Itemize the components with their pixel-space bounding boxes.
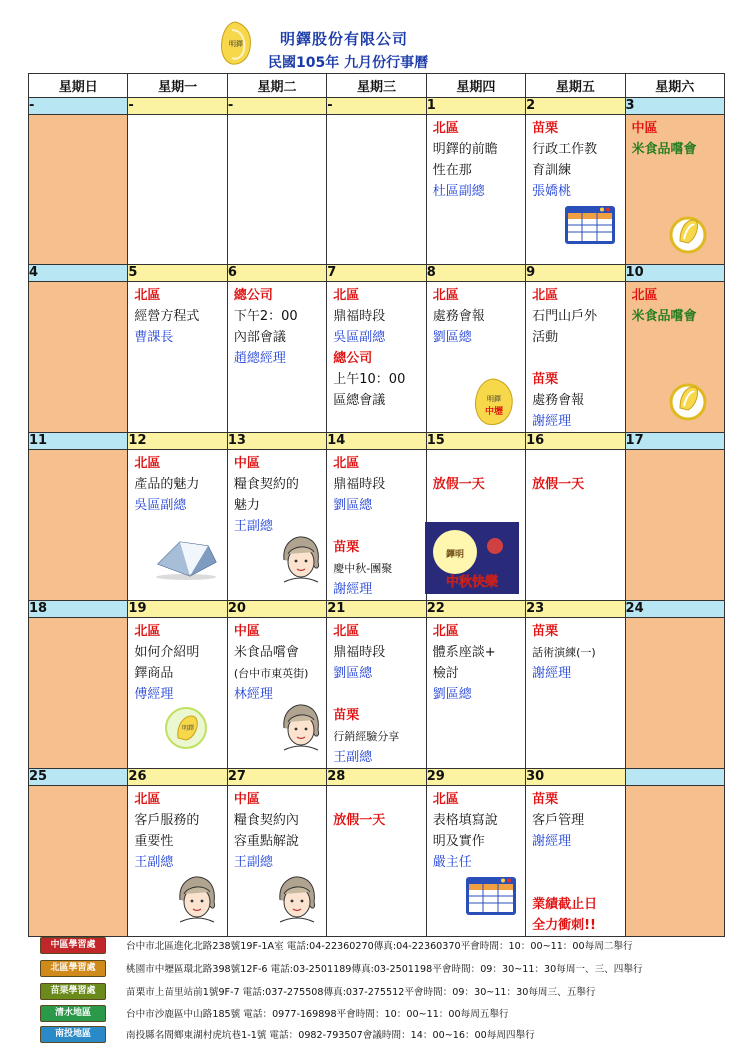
event-line: 北區 [432,624,459,639]
day-cell[interactable] [327,282,426,433]
day-events [228,786,326,873]
mid-autumn-banner [425,522,519,601]
svg-text:明鐸: 明鐸 [229,40,243,48]
day-cell[interactable] [128,450,227,601]
day-events [128,282,226,348]
event-line: 魅力 [233,498,260,513]
day-cell[interactable] [227,282,326,433]
date-number: 4 [29,265,128,282]
day-events [526,282,624,432]
event-line [532,348,624,369]
event-line: 北區 [432,288,459,303]
weekday-6: 星期六 [625,74,724,98]
event-line: 北區 [333,288,360,303]
day-events [526,115,624,202]
date-number: 13 [227,433,326,450]
date-number: 30 [526,769,625,786]
event-line: 鼎福時段 [333,645,386,660]
event-row [29,618,725,769]
event-row [29,115,725,265]
event-line: 謝經理 [532,666,572,681]
event-line: (台中市東英街) [233,667,309,680]
day-events [29,450,127,453]
svg-text:鐸明: 鐸明 [445,550,464,560]
event-line: 內部會議 [233,330,286,345]
event-line: 慶中秋-團聚 [333,562,393,575]
event-line: 鼎福時段 [333,309,386,324]
day-events [128,450,226,516]
day-cell[interactable] [327,786,426,937]
date-number-row [29,769,725,786]
event-line: 鼎福時段 [333,477,386,492]
date-number: 14 [327,433,426,450]
day-events [427,618,525,705]
event-line: 北區 [134,792,161,807]
date-number: 12 [128,433,227,450]
day-events [228,618,326,705]
date-number: 23 [526,601,625,618]
day-events [427,282,525,417]
day-cell[interactable] [526,282,625,433]
date-number: - [327,98,426,115]
event-line: 中區 [233,456,260,471]
day-cell[interactable] [29,786,128,937]
event-line [532,852,624,873]
date-number: 22 [426,601,525,618]
diamond-icon [150,536,220,587]
event-line: 北區 [333,456,360,471]
day-events [228,282,326,369]
event-line: 活動 [532,330,559,345]
event-line: 劉區總 [432,687,472,702]
event-line: 北區 [631,288,658,303]
event-line: 全力衝刺!! [532,918,596,933]
day-cell[interactable] [327,618,426,769]
event-line: 劉區總 [333,498,373,513]
event-line: 北區 [134,456,161,471]
event-line: 放假一天 [532,477,585,492]
day-cell[interactable] [29,282,128,433]
weekday-4: 星期四 [426,74,525,98]
event-line: 謝經理 [333,582,373,597]
date-number: 10 [625,265,724,282]
day-events [327,282,425,411]
day-events [327,115,425,118]
event-line: 容重點解說 [233,834,299,849]
day-events [427,450,525,590]
event-row [29,282,725,433]
day-events [626,618,724,621]
day-cell[interactable] [426,786,525,937]
company-logo-icon [218,20,254,66]
event-line: 嚴主任 [432,855,472,870]
event-line: 苗栗 [333,708,360,723]
date-number: 7 [327,265,426,282]
date-number: 9 [526,265,625,282]
office-badge: 苗栗學習處 [40,983,106,1000]
date-number: 26 [128,769,227,786]
event-line: 劉區總 [432,330,472,345]
zhongli-logo-icon [471,376,517,435]
day-cell[interactable] [327,450,426,601]
event-line: 中區 [631,121,658,136]
event-line: 吳區副總 [134,498,187,513]
event-line: 檢討 [432,666,459,681]
day-events [29,282,127,285]
date-number: 1 [426,98,525,115]
day-cell[interactable] [526,618,625,769]
svg-text:明鐸: 明鐸 [486,395,501,403]
event-line [532,873,624,894]
day-cell[interactable] [625,115,724,265]
office-badge: 南投地區 [40,1026,106,1043]
day-cell[interactable] [625,786,724,937]
day-cell[interactable] [526,786,625,937]
day-cell[interactable] [128,282,227,433]
event-line: 表格填寫說 [432,813,498,828]
manager-portrait-icon [278,534,324,593]
office-badge: 清水地區 [40,1005,106,1022]
event-line: 林經理 [233,687,273,702]
event-line: 區總會議 [333,393,386,408]
event-line: 趙總經理 [233,351,286,366]
event-line: 杜區副總 [432,184,485,199]
event-line: 苗栗 [532,121,559,136]
day-cell[interactable] [526,450,625,601]
day-cell[interactable] [426,115,525,265]
event-line: 王副總 [333,750,373,765]
svg-text:中壢: 中壢 [484,407,503,417]
date-number: - [128,98,227,115]
event-line: 糧食契約的 [233,477,299,492]
event-line: 苗栗 [532,792,559,807]
day-cell[interactable] [526,115,625,265]
date-number: 27 [227,769,326,786]
day-cell[interactable] [29,115,128,265]
event-line: 明及實作 [432,834,485,849]
event-line: 傅經理 [134,687,174,702]
footer-office-row [40,981,740,1001]
weekday-0: 星期日 [29,74,128,98]
office-contact-text: 桃園市中壢區環北路398號12F-6 電話:03-2501189傳真:03-2501198平會時間：09：30~11：30每周一、三、四舉行 [126,964,643,975]
day-events [526,786,624,936]
day-cell[interactable] [128,786,227,937]
event-line: 苗栗 [532,372,559,387]
spreadsheet-icon [564,205,616,252]
calendar-subtitle: 民國105年 九月份行事曆 [268,55,429,71]
event-line: 北區 [432,121,459,136]
event-line: 話術演練(一) [532,646,596,659]
office-badge: 北區學習處 [40,960,106,977]
event-line: 上午10：00 [333,372,406,387]
event-line: 王副總 [233,855,273,870]
day-cell[interactable] [29,450,128,601]
date-number: 20 [227,601,326,618]
weekday-header-row [29,74,725,98]
date-number: - [29,98,128,115]
event-line: 總公司 [333,351,373,366]
event-line: 重要性 [134,834,174,849]
event-line: 處務會報 [432,309,485,324]
event-line: 育訓練 [532,163,572,178]
date-number: 2 [526,98,625,115]
day-cell[interactable] [625,618,724,769]
day-events [526,450,624,495]
date-number-row [29,433,725,450]
event-line: 王副總 [134,855,174,870]
event-line: 劉區總 [333,666,373,681]
date-number-row [29,601,725,618]
date-number: 19 [128,601,227,618]
event-line: 北區 [134,288,161,303]
date-number: 25 [29,769,128,786]
day-events [427,115,525,202]
footer-office-row [40,1024,740,1044]
manager-portrait-icon [174,874,220,933]
event-line: 曹課長 [134,330,174,345]
calendar-table [28,73,725,937]
date-number: 17 [625,433,724,450]
day-events [128,115,226,118]
event-line: 經營方程式 [134,309,200,324]
date-number: 15 [426,433,525,450]
day-events [626,786,724,789]
event-line: 放假一天 [333,813,386,828]
day-events [327,786,425,831]
day-cell[interactable] [426,450,525,601]
day-events [128,786,226,873]
day-cell[interactable] [426,618,525,769]
footer-office-row [40,935,740,955]
footer-office-row [40,1003,740,1023]
event-line: 行政工作教 [532,142,598,157]
weekday-1: 星期一 [128,74,227,98]
rice-grain-icon [666,211,710,262]
event-line: 謝經理 [532,414,572,429]
event-line: 總公司 [233,288,273,303]
date-number [625,769,724,786]
event-line: 糧食契約內 [233,813,299,828]
day-cell[interactable] [128,115,227,265]
day-cell[interactable] [227,115,326,265]
company-logo-icon [164,706,208,757]
svg-text:明鐸: 明鐸 [182,725,195,732]
date-number: 24 [625,601,724,618]
event-line: 苗栗 [532,624,559,639]
event-line: 北區 [333,624,360,639]
day-events [128,618,226,732]
event-line [333,789,425,810]
event-line: 中區 [233,792,260,807]
svg-text:中秋快樂: 中秋快樂 [445,575,498,590]
weekday-5: 星期五 [526,74,625,98]
event-line: 米食品嚐會 [631,142,697,157]
date-number-row [29,265,725,282]
day-events [228,450,326,537]
day-events [626,115,724,160]
date-number: 11 [29,433,128,450]
office-contact-text: 台中市北區進化北路238號19F-1A室 電話:04-22360270傳真:04-22360370平會時間：10：00~11：00每周二舉行 [126,941,633,952]
event-line: 石門山戶外 [532,309,598,324]
date-number-row [29,98,725,115]
weekday-2: 星期二 [227,74,326,98]
date-number: - [227,98,326,115]
day-cell[interactable] [327,115,426,265]
event-line: 苗栗 [333,540,360,555]
event-line: 王副總 [233,519,273,534]
day-events [29,115,127,118]
event-line: 鐸商品 [134,666,174,681]
header [0,0,750,72]
manager-portrait-icon [278,702,324,761]
weekday-3: 星期三 [327,74,426,98]
event-line: 謝經理 [532,834,572,849]
day-events [626,450,724,453]
day-events [427,786,525,873]
office-contact-text: 南投縣名間鄉東湖村虎坑巷1-1號 電話：0982-793507會議時間：14：00~16：00每周四舉行 [126,1030,535,1041]
date-number: 29 [426,769,525,786]
date-number: 18 [29,601,128,618]
day-cell[interactable] [227,618,326,769]
day-cell[interactable] [625,282,724,433]
manager-portrait-icon [274,874,320,933]
day-cell[interactable] [426,282,525,433]
event-line: 米食品嚐會 [233,645,299,660]
event-line: 處務會報 [532,393,585,408]
spreadsheet-icon [465,876,517,923]
rice-grain-icon [666,378,710,429]
date-number: 3 [625,98,724,115]
event-line: 客戶管理 [532,813,585,828]
event-line: 吳區副總 [333,330,386,345]
event-line: 行銷經驗分享 [333,730,400,743]
event-line: 中區 [233,624,260,639]
event-line: 體系座談+ [432,645,496,660]
day-events [526,618,624,684]
footer-office-row [40,958,740,978]
event-line: 北區 [532,288,559,303]
date-number: 28 [327,769,426,786]
company-name: 明鐸股份有限公司 [280,30,409,48]
day-events [29,786,127,789]
day-events [626,282,724,327]
event-line [333,684,425,705]
day-cell[interactable] [227,786,326,937]
event-line: 米食品嚐會 [631,309,697,324]
date-number: 5 [128,265,227,282]
event-line: 客戶服務的 [134,813,200,828]
event-line: 北區 [134,624,161,639]
event-line: 性在那 [432,163,472,178]
day-cell[interactable] [227,450,326,601]
day-events [29,618,127,621]
date-number: 6 [227,265,326,282]
event-line: 明鐸的前瞻 [432,142,498,157]
event-line: 放假一天 [432,477,485,492]
day-cell[interactable] [128,618,227,769]
event-line: 張嬌桃 [532,184,572,199]
event-line: 下午2：00 [233,309,298,324]
day-cell[interactable] [625,450,724,601]
day-cell[interactable] [29,618,128,769]
event-line [433,453,525,474]
event-row [29,786,725,937]
day-events [327,618,425,768]
day-events [228,115,326,118]
date-number: 21 [327,601,426,618]
event-line: 產品的魅力 [134,477,200,492]
office-contact-text: 苗栗市上苗里站前1號9F-7 電話:037-275508傳真:037-275512平會時間：09：30~11：30每周三、五舉行 [126,987,596,998]
date-number: 8 [426,265,525,282]
event-line [532,453,624,474]
event-line [333,516,425,537]
event-line: 如何介紹明 [134,645,200,660]
office-badge: 中區學習處 [40,937,106,954]
event-line: 北區 [432,792,459,807]
event-line: 業績截止日 [532,897,598,912]
office-contact-text: 台中市沙鹿區中山路185號 電話：0977-169898平會時間：10：00~11：00每周五舉行 [126,1009,509,1020]
event-row [29,450,725,601]
date-number: 16 [526,433,625,450]
day-events [327,450,425,600]
